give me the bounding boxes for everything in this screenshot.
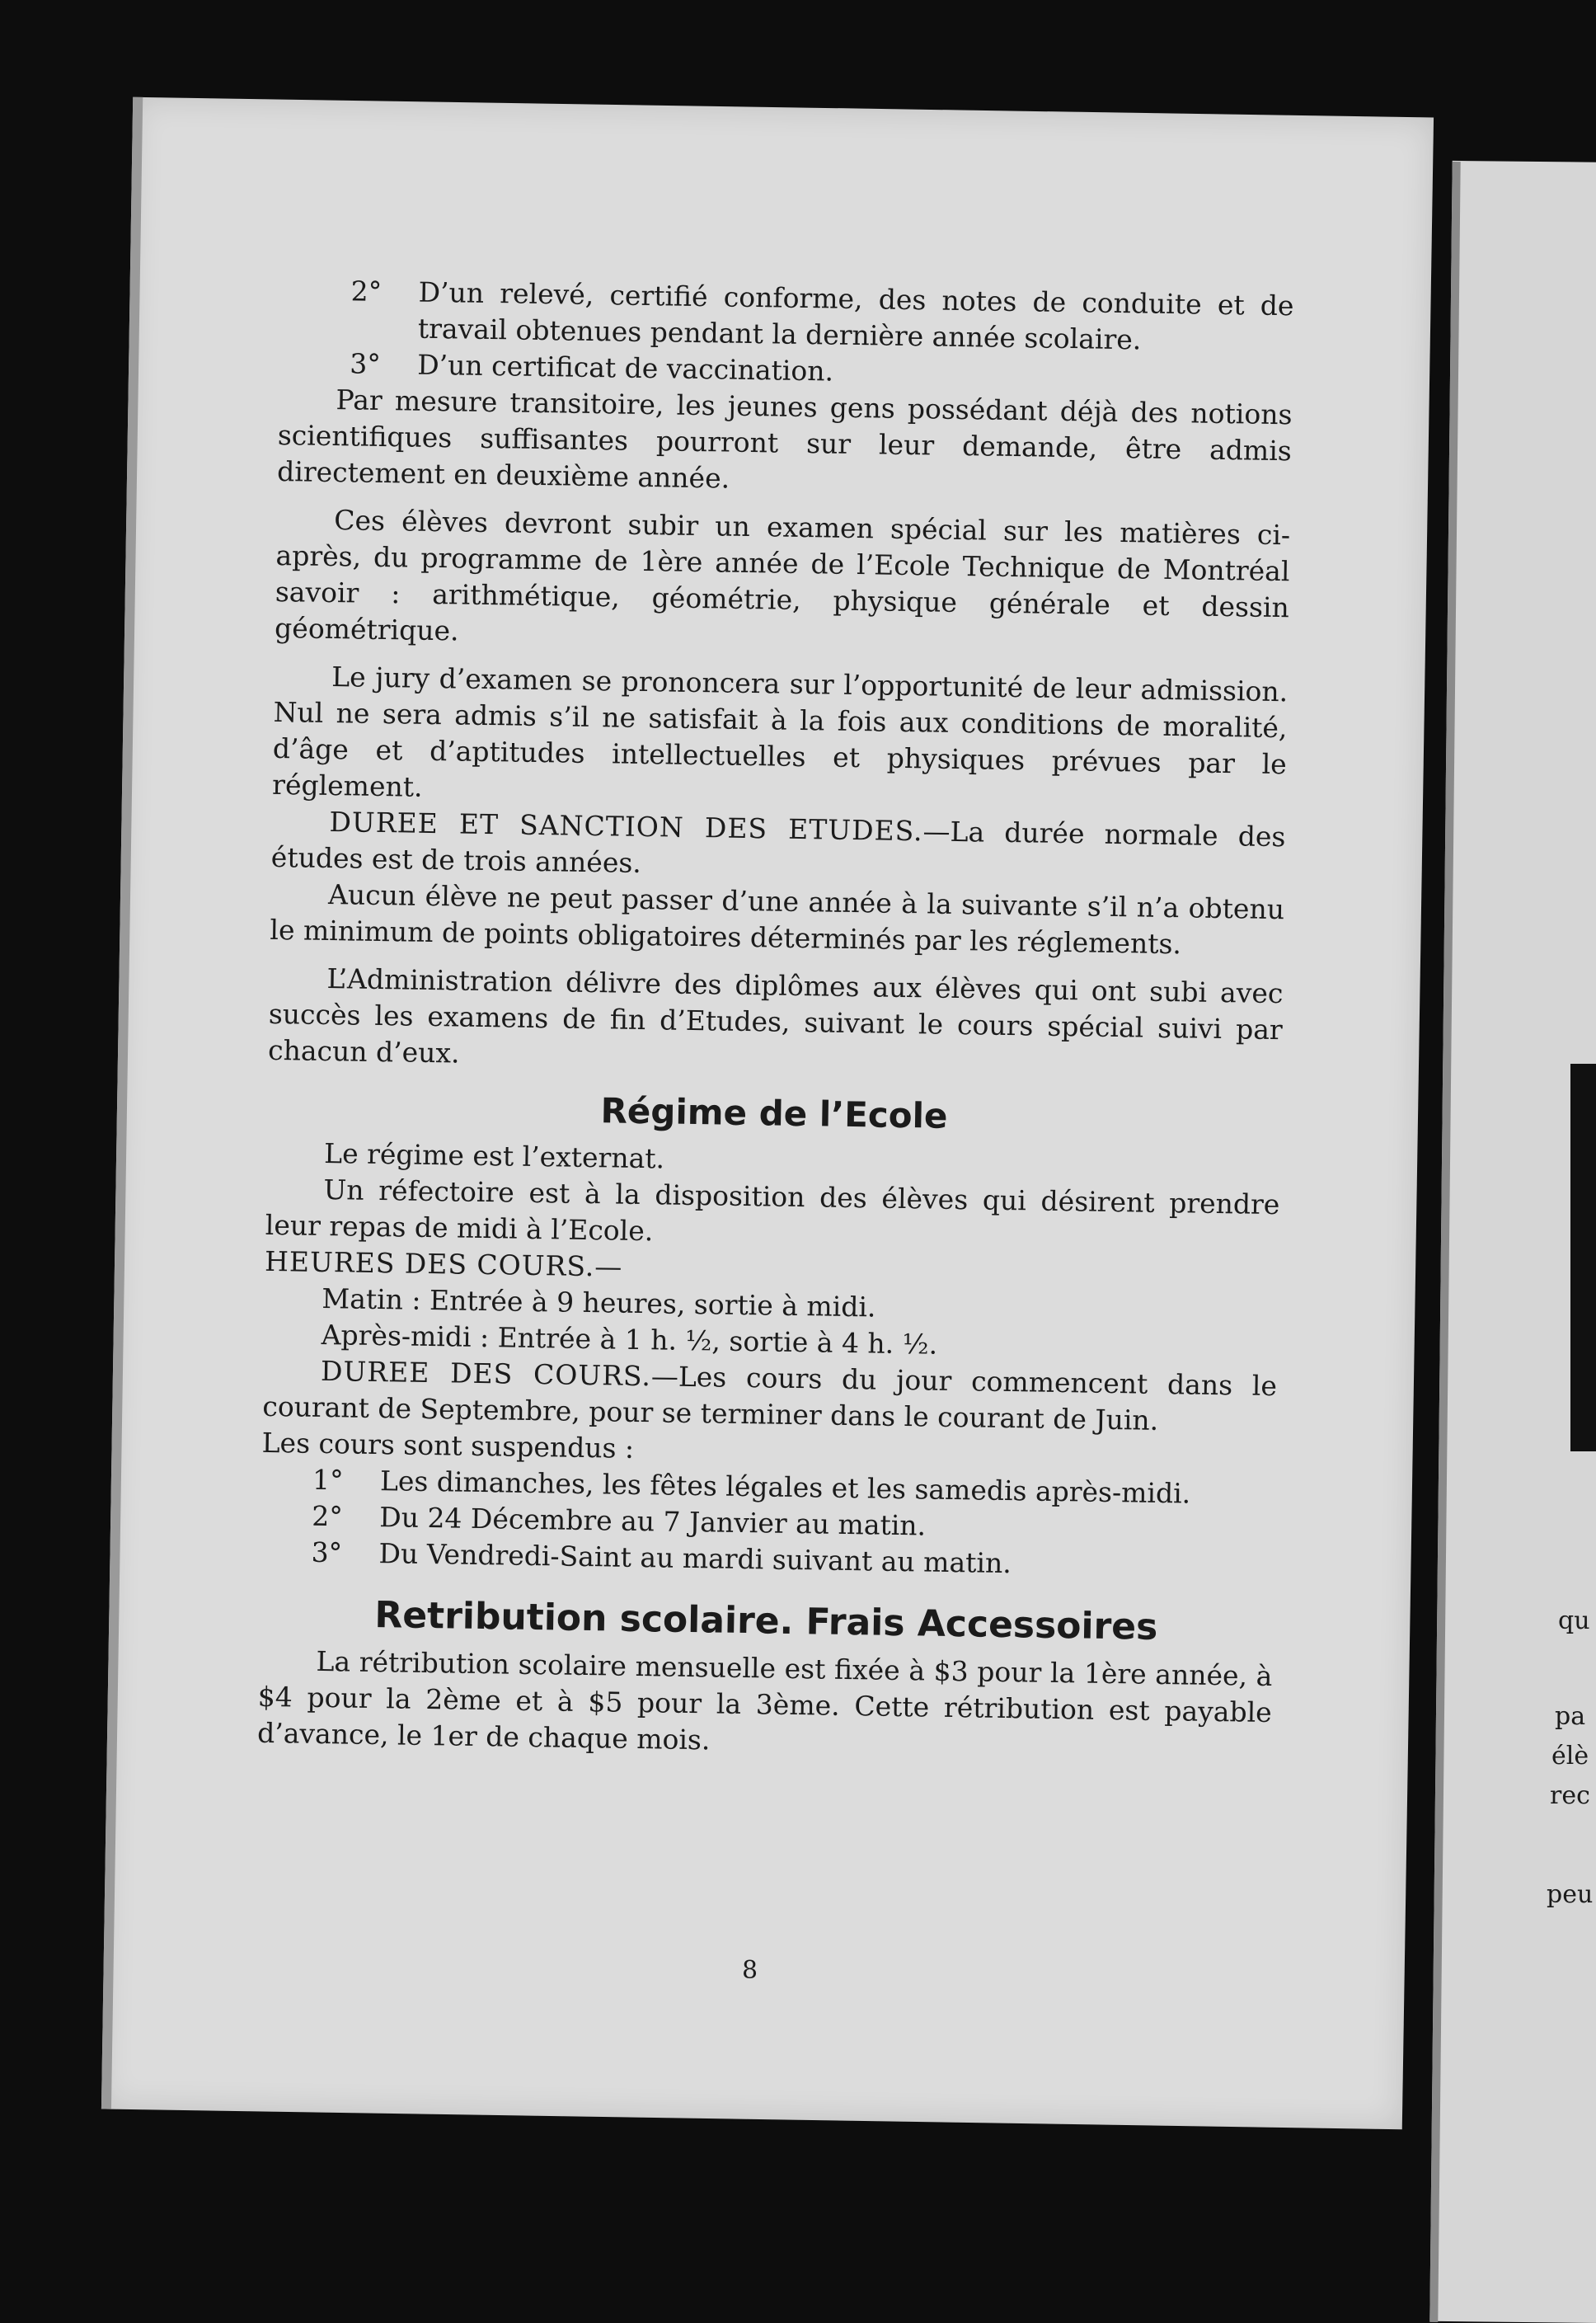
paragraph: Le jury d’examen se prononcera sur l’opportunité de leur admission. Nul ne sera admis s’il ne satisfait à la fois aux conditions de moralité, d’âge et d’aptitudes intellectuelles et physiques prévues par le réglement.	[271, 661, 1289, 803]
right-page-fragment: élè	[1551, 1742, 1589, 1770]
list-text: Du Vendredi-Saint au mardi suivant au matin.	[378, 1537, 1012, 1580]
paragraph: Un réfectoire est à la disposition des élèves qui désirent prendre leur repas de midi à l’Ecole.	[265, 1173, 1280, 1248]
page-number: 8	[742, 1956, 758, 1985]
section-label: DUREE DES COURS.	[320, 1354, 652, 1393]
list-number: 1°	[312, 1463, 344, 1497]
paragraph-text: —Les cours du jour commencent dans le courant de Septembre, pour se terminer dans le courant de Juin.	[262, 1360, 1278, 1437]
list-number: 3°	[311, 1535, 343, 1569]
paragraph: Aucun élève ne peut passer d’une année à la suivante s’il n’a obtenu le minimum de points obligatoires déterminés par les réglements.	[270, 878, 1285, 961]
right-page-fragment: peu	[1547, 1880, 1594, 1909]
paragraph: L’Administration délivre des diplômes aux élèves qui ont subi avec succès les examens de fin d’Etudes, suivant le cours spécial suivi par chacun d’eux.	[267, 962, 1284, 1070]
right-page-fragment: rec	[1550, 1781, 1590, 1810]
right-page-dark-block	[1570, 1064, 1596, 1451]
list-number: 2°	[350, 275, 383, 308]
section-label: HEURES DES COURS.—	[264, 1244, 623, 1283]
page-text	[257, 272, 1294, 1767]
paragraph: Le régime est l’externat.	[323, 1136, 665, 1175]
list-text: Les dimanches, les fêtes légales et les samedis après-midi.	[379, 1465, 1191, 1510]
list-text: D’un certificat de vaccination.	[416, 348, 834, 388]
list-number: 3°	[349, 347, 382, 380]
right-page-fragment: qu	[1558, 1606, 1590, 1635]
schedule-line: Après-midi : Entrée à 1 h. ½, sortie à 4 h. ½.	[321, 1318, 938, 1361]
list-text: D’un relevé, certifié conforme, des notes de conduite et de travail obtenues pendant la dernière année scolaire.	[417, 275, 1294, 356]
paragraph: Par mesure transitoire, les jeunes gens possédant déjà des notions scientifiques suffisantes pourront sur leur demande, être admis directement en deuxième année.	[276, 383, 1293, 495]
section-label: DUREE ET SANCTION DES ETUDES.	[329, 806, 923, 848]
schedule-line: Matin : Entrée à 9 heures, sortie à midi.	[322, 1281, 876, 1324]
paragraph-text: —La durée normale des études est de trois années.	[270, 815, 1286, 879]
section-heading: Régime de l’Ecole	[600, 1090, 948, 1136]
right-page-fragment: pa	[1555, 1702, 1586, 1731]
section-heading: Retribution scolaire. Frais Accessoires	[374, 1594, 1158, 1648]
list-text: Du 24 Décembre au 7 Janvier au matin.	[378, 1501, 927, 1542]
paragraph: Les cours sont suspendus :	[261, 1426, 635, 1465]
paragraph: La rétribution scolaire mensuelle est fixée à $3 pour la 1ère année, à $4 pour la 2ème et à $5 pour la 3ème. Cette rétribution est payable d’avance, le 1er de chaque mois.	[256, 1644, 1273, 1756]
paragraph: Ces élèves devront subir un examen spécial sur les matières ci-après, du programme de 1ère année de l’Ecole Technique de Montréal savoir : arithmétique, géométrie, physique générale et dessin géométrique.	[274, 504, 1291, 647]
list-number: 2°	[312, 1499, 344, 1533]
